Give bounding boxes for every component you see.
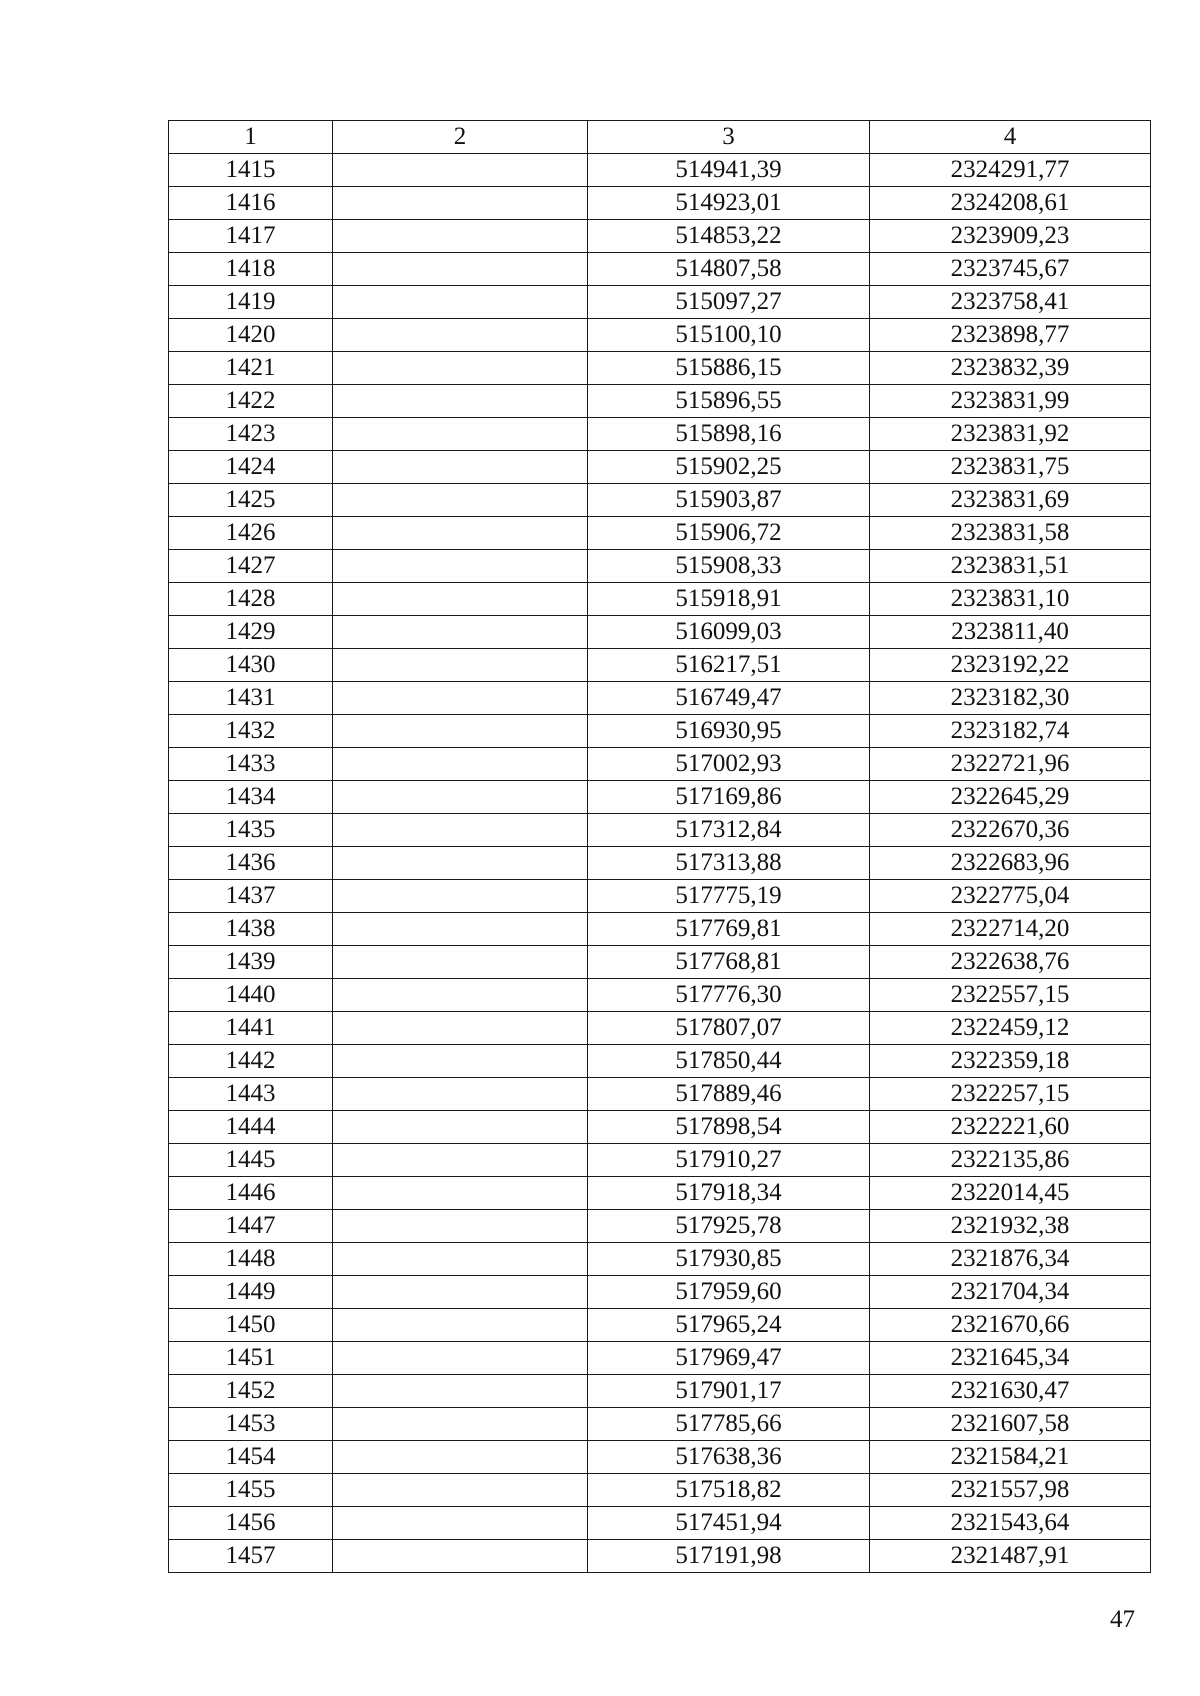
table-cell-col4: 2321630,47 [870, 1375, 1151, 1408]
table-row [169, 814, 1151, 847]
table-cell-col2 [333, 682, 588, 715]
table-cell-col4: 2323182,74 [870, 715, 1151, 748]
table-cell-col2 [333, 913, 588, 946]
table-cell-col4: 2322683,96 [870, 847, 1151, 880]
table-cell-col2 [333, 946, 588, 979]
table-row [169, 1441, 1151, 1474]
table-cell-col4: 2323898,77 [870, 319, 1151, 352]
table-cell-col3: 517518,82 [588, 1474, 870, 1507]
table-cell-col2 [333, 748, 588, 781]
table-cell-col4: 2324291,77 [870, 154, 1151, 187]
table-row [169, 1243, 1151, 1276]
table-cell-col1: 1441 [169, 1012, 333, 1045]
table-cell-col1: 1423 [169, 418, 333, 451]
table-cell-col4: 2322721,96 [870, 748, 1151, 781]
table-cell-col3: 517312,84 [588, 814, 870, 847]
table-cell-col3: 515903,87 [588, 484, 870, 517]
table-row [169, 583, 1151, 616]
table-cell-col3: 517930,85 [588, 1243, 870, 1276]
table-cell-col2 [333, 550, 588, 583]
table-cell-col4: 2321543,64 [870, 1507, 1151, 1540]
table-cell-col3: 517910,27 [588, 1144, 870, 1177]
table-cell-col3: 514923,01 [588, 187, 870, 220]
table-row [169, 352, 1151, 385]
table-cell-col3: 517889,46 [588, 1078, 870, 1111]
table-cell-col3: 515918,91 [588, 583, 870, 616]
table-row [169, 187, 1151, 220]
table-row [169, 1540, 1151, 1573]
table-cell-col1: 1421 [169, 352, 333, 385]
table-cell-col3: 516930,95 [588, 715, 870, 748]
table-cell-col3: 515908,33 [588, 550, 870, 583]
table-cell-col2 [333, 1210, 588, 1243]
table-cell-col4: 2322359,18 [870, 1045, 1151, 1078]
header-cell-3: 3 [588, 121, 870, 154]
page-number: 47 [1110, 1606, 1135, 1633]
table-cell-col4: 2321607,58 [870, 1408, 1151, 1441]
table-cell-col3: 516099,03 [588, 616, 870, 649]
table-cell-col2 [333, 1144, 588, 1177]
table-cell-col1: 1420 [169, 319, 333, 352]
table-cell-col1: 1456 [169, 1507, 333, 1540]
table-cell-col1: 1425 [169, 484, 333, 517]
table-cell-col1: 1415 [169, 154, 333, 187]
table-cell-col4: 2322135,86 [870, 1144, 1151, 1177]
table-cell-col4: 2321557,98 [870, 1474, 1151, 1507]
table-cell-col3: 516749,47 [588, 682, 870, 715]
table-cell-col3: 515898,16 [588, 418, 870, 451]
table-row [169, 616, 1151, 649]
table-cell-col1: 1439 [169, 946, 333, 979]
table-cell-col4: 2322645,29 [870, 781, 1151, 814]
table-cell-col2 [333, 1177, 588, 1210]
table-cell-col1: 1452 [169, 1375, 333, 1408]
table-row [169, 1309, 1151, 1342]
table-cell-col1: 1440 [169, 979, 333, 1012]
table-cell-col4: 2323182,30 [870, 682, 1151, 715]
table-cell-col2 [333, 1309, 588, 1342]
table-row [169, 1177, 1151, 1210]
table-cell-col4: 2322257,15 [870, 1078, 1151, 1111]
table-cell-col2 [333, 253, 588, 286]
table-cell-col4: 2323831,99 [870, 385, 1151, 418]
table-cell-col4: 2323832,39 [870, 352, 1151, 385]
table-cell-col3: 517901,17 [588, 1375, 870, 1408]
table-row [169, 1276, 1151, 1309]
table-row [169, 913, 1151, 946]
table-cell-col2 [333, 814, 588, 847]
table-cell-col4: 2322014,45 [870, 1177, 1151, 1210]
table-cell-col1: 1451 [169, 1342, 333, 1375]
table-cell-col3: 515902,25 [588, 451, 870, 484]
table-cell-col1: 1426 [169, 517, 333, 550]
table-cell-col4: 2323192,22 [870, 649, 1151, 682]
table-cell-col1: 1434 [169, 781, 333, 814]
table-row [169, 748, 1151, 781]
table-cell-col1: 1438 [169, 913, 333, 946]
table-row [169, 253, 1151, 286]
table-row [169, 451, 1151, 484]
table-cell-col3: 517768,81 [588, 946, 870, 979]
table-cell-col2 [333, 1408, 588, 1441]
table-cell-col3: 517002,93 [588, 748, 870, 781]
table-cell-col3: 517969,47 [588, 1342, 870, 1375]
table-row [169, 220, 1151, 253]
table-row [169, 715, 1151, 748]
table-row [169, 286, 1151, 319]
table-cell-col1: 1424 [169, 451, 333, 484]
table-cell-col2 [333, 385, 588, 418]
table-row [169, 517, 1151, 550]
table-row [169, 1507, 1151, 1540]
table-cell-col4: 2322459,12 [870, 1012, 1151, 1045]
table-cell-col4: 2323831,58 [870, 517, 1151, 550]
table-cell-col4: 2323831,10 [870, 583, 1151, 616]
table-cell-col4: 2323831,51 [870, 550, 1151, 583]
table-cell-col4: 2323909,23 [870, 220, 1151, 253]
table-cell-col4: 2321932,38 [870, 1210, 1151, 1243]
table-row [169, 550, 1151, 583]
table-header-row [169, 121, 1151, 154]
table-row [169, 1375, 1151, 1408]
table-cell-col2 [333, 880, 588, 913]
table-row [169, 1144, 1151, 1177]
table-cell-col3: 517776,30 [588, 979, 870, 1012]
table-cell-col4: 2321645,34 [870, 1342, 1151, 1375]
table-cell-col4: 2322775,04 [870, 880, 1151, 913]
table-cell-col3: 517313,88 [588, 847, 870, 880]
table-cell-col1: 1446 [169, 1177, 333, 1210]
table-row [169, 1210, 1151, 1243]
table-cell-col3: 517918,34 [588, 1177, 870, 1210]
table-cell-col1: 1442 [169, 1045, 333, 1078]
table-cell-col2 [333, 1045, 588, 1078]
table-cell-col2 [333, 1078, 588, 1111]
table-cell-col3: 517638,36 [588, 1441, 870, 1474]
table-cell-col2 [333, 1540, 588, 1573]
table-cell-col2 [333, 1276, 588, 1309]
table-cell-col1: 1428 [169, 583, 333, 616]
table-row [169, 682, 1151, 715]
table-row [169, 154, 1151, 187]
table-cell-col2 [333, 154, 588, 187]
table-cell-col4: 2322670,36 [870, 814, 1151, 847]
table-cell-col1: 1416 [169, 187, 333, 220]
table-cell-col1: 1450 [169, 1309, 333, 1342]
table-cell-col1: 1443 [169, 1078, 333, 1111]
table-cell-col2 [333, 715, 588, 748]
table-cell-col1: 1431 [169, 682, 333, 715]
table-row [169, 319, 1151, 352]
table-row [169, 1045, 1151, 1078]
table-row [169, 880, 1151, 913]
table-cell-col2 [333, 187, 588, 220]
table-cell-col2 [333, 1507, 588, 1540]
table-cell-col3: 517959,60 [588, 1276, 870, 1309]
table-cell-col1: 1427 [169, 550, 333, 583]
table-cell-col2 [333, 220, 588, 253]
table-cell-col1: 1437 [169, 880, 333, 913]
table-cell-col3: 517769,81 [588, 913, 870, 946]
table-cell-col2 [333, 1111, 588, 1144]
table-cell-col3: 515100,10 [588, 319, 870, 352]
table-cell-col1: 1430 [169, 649, 333, 682]
header-cell-4: 4 [870, 121, 1151, 154]
table-row [169, 385, 1151, 418]
table-cell-col2 [333, 286, 588, 319]
table-cell-col3: 514853,22 [588, 220, 870, 253]
table-cell-col3: 517850,44 [588, 1045, 870, 1078]
table-row [169, 1408, 1151, 1441]
table-cell-col4: 2322638,76 [870, 946, 1151, 979]
table-cell-col4: 2322221,60 [870, 1111, 1151, 1144]
table-cell-col2 [333, 1243, 588, 1276]
table-cell-col1: 1417 [169, 220, 333, 253]
table-cell-col4: 2322714,20 [870, 913, 1151, 946]
table-cell-col3: 517965,24 [588, 1309, 870, 1342]
table-cell-col2 [333, 1342, 588, 1375]
table-row [169, 649, 1151, 682]
table-row [169, 484, 1151, 517]
table-cell-col3: 515097,27 [588, 286, 870, 319]
table-cell-col2 [333, 1012, 588, 1045]
table-cell-col1: 1445 [169, 1144, 333, 1177]
table-cell-col2 [333, 352, 588, 385]
table-cell-col2 [333, 781, 588, 814]
table-cell-col4: 2321487,91 [870, 1540, 1151, 1573]
table-cell-col2 [333, 847, 588, 880]
table-cell-col1: 1453 [169, 1408, 333, 1441]
table-cell-col1: 1433 [169, 748, 333, 781]
table-cell-col1: 1429 [169, 616, 333, 649]
table-cell-col3: 517898,54 [588, 1111, 870, 1144]
table-cell-col2 [333, 583, 588, 616]
table-cell-col4: 2321704,34 [870, 1276, 1151, 1309]
table-cell-col2 [333, 649, 588, 682]
table-cell-col2 [333, 1441, 588, 1474]
table-cell-col3: 515896,55 [588, 385, 870, 418]
table-cell-col1: 1418 [169, 253, 333, 286]
table-cell-col3: 517785,66 [588, 1408, 870, 1441]
table-cell-col2 [333, 616, 588, 649]
table-cell-col4: 2321876,34 [870, 1243, 1151, 1276]
table-cell-col2 [333, 979, 588, 1012]
table-cell-col2 [333, 319, 588, 352]
table-row [169, 1012, 1151, 1045]
table-cell-col1: 1432 [169, 715, 333, 748]
table-cell-col3: 515906,72 [588, 517, 870, 550]
header-cell-1: 1 [169, 121, 333, 154]
table-cell-col4: 2322557,15 [870, 979, 1151, 1012]
table-row [169, 418, 1151, 451]
table-cell-col2 [333, 1375, 588, 1408]
table-cell-col1: 1448 [169, 1243, 333, 1276]
table-cell-col2 [333, 484, 588, 517]
table-cell-col3: 516217,51 [588, 649, 870, 682]
table-cell-col2 [333, 418, 588, 451]
table-cell-col3: 517807,07 [588, 1012, 870, 1045]
table-row [169, 1111, 1151, 1144]
table-cell-col4: 2323811,40 [870, 616, 1151, 649]
table-cell-col3: 514941,39 [588, 154, 870, 187]
table-cell-col1: 1436 [169, 847, 333, 880]
table-row [169, 1474, 1151, 1507]
table-cell-col3: 514807,58 [588, 253, 870, 286]
table-body [169, 154, 1151, 1573]
table-row [169, 1342, 1151, 1375]
table-cell-col4: 2323831,92 [870, 418, 1151, 451]
table-cell-col3: 515886,15 [588, 352, 870, 385]
table-row [169, 946, 1151, 979]
table-cell-col2 [333, 517, 588, 550]
table-cell-col1: 1449 [169, 1276, 333, 1309]
table-cell-col1: 1444 [169, 1111, 333, 1144]
table-row [169, 781, 1151, 814]
table-row [169, 979, 1151, 1012]
table-cell-col1: 1455 [169, 1474, 333, 1507]
table-cell-col4: 2323745,67 [870, 253, 1151, 286]
table-cell-col1: 1447 [169, 1210, 333, 1243]
table-cell-col2 [333, 1474, 588, 1507]
header-cell-2: 2 [333, 121, 588, 154]
table-cell-col4: 2324208,61 [870, 187, 1151, 220]
table-cell-col3: 517169,86 [588, 781, 870, 814]
table-cell-col4: 2321670,66 [870, 1309, 1151, 1342]
table-cell-col3: 517451,94 [588, 1507, 870, 1540]
coordinates-table [168, 120, 1151, 1573]
table-cell-col4: 2323758,41 [870, 286, 1151, 319]
table-cell-col3: 517925,78 [588, 1210, 870, 1243]
table-row [169, 1078, 1151, 1111]
table-cell-col1: 1419 [169, 286, 333, 319]
table-cell-col1: 1422 [169, 385, 333, 418]
table-row [169, 847, 1151, 880]
table-cell-col1: 1454 [169, 1441, 333, 1474]
table-cell-col4: 2323831,75 [870, 451, 1151, 484]
table-cell-col1: 1435 [169, 814, 333, 847]
table-cell-col1: 1457 [169, 1540, 333, 1573]
table-cell-col4: 2323831,69 [870, 484, 1151, 517]
table-cell-col2 [333, 451, 588, 484]
table-cell-col3: 517775,19 [588, 880, 870, 913]
table-cell-col4: 2321584,21 [870, 1441, 1151, 1474]
table-cell-col3: 517191,98 [588, 1540, 870, 1573]
